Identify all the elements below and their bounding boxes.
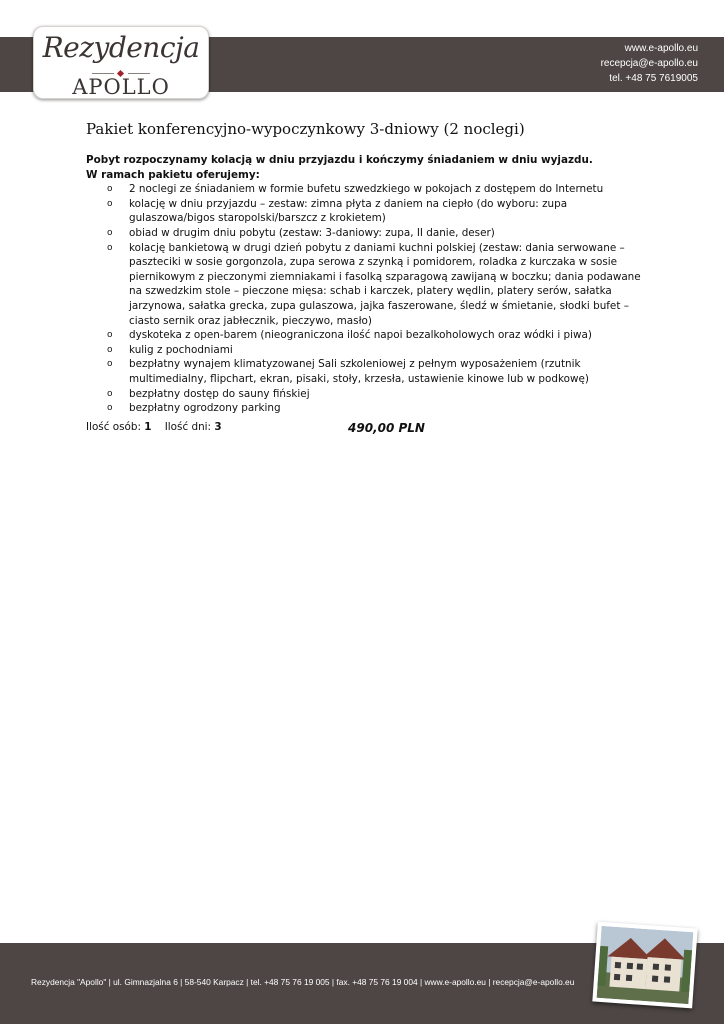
footer-contact-line: Rezydencja "Apollo" | ul. Gimnazjalna 6 | 58-540 Karpacz | tel. +48 75 76 19 005 | fax. +48 75 76 19 004 | www.e-apollo.eu | recepcja@e-apollo.eu bbox=[31, 977, 575, 987]
summary-row bbox=[86, 421, 646, 433]
offer-item-text: 2 noclegi ze śniadaniem w formie bufetu szwedzkiego w pokojach z dostępem do Internetu bbox=[129, 183, 604, 196]
offer-list-item bbox=[86, 387, 646, 402]
persons-value: 1 bbox=[144, 421, 152, 433]
bullet-icon: o bbox=[107, 242, 113, 253]
header-contact bbox=[601, 41, 698, 86]
offer-item-text: kulig z pochodniami bbox=[129, 343, 233, 356]
offer-heading: W ramach pakietu oferujemy: bbox=[86, 168, 260, 181]
bullet-icon: o bbox=[107, 184, 113, 195]
price: 490,00 PLN bbox=[348, 421, 425, 435]
logo[interactable] bbox=[33, 26, 209, 99]
offer-item-text: bezpłatny wynajem klimatyzowanej Sali szkoleniowej z pełnym wyposażeniem (rzutnik multimedialny, flipchart, ekran, pisaki, stoły, krzesła, ustawienie kinowe lub w podkowę) bbox=[129, 358, 589, 385]
package-description bbox=[86, 153, 646, 416]
logo-divider-left bbox=[92, 73, 114, 74]
offer-list-item bbox=[86, 226, 646, 241]
building-photo bbox=[592, 922, 697, 1009]
days-value: 3 bbox=[214, 421, 222, 433]
offer-list-item bbox=[86, 328, 646, 343]
bullet-icon: o bbox=[107, 227, 113, 238]
bullet-icon: o bbox=[107, 403, 113, 414]
bullet-icon: o bbox=[107, 388, 113, 399]
persons-label: Ilość osób: bbox=[86, 421, 141, 433]
header-email-link[interactable]: recepcja@e-apollo.eu bbox=[600, 58, 698, 69]
logo-caps-text: APOLLO bbox=[72, 75, 170, 99]
offer-list bbox=[86, 182, 646, 416]
header-website-link[interactable]: www.e-apollo.eu bbox=[624, 43, 698, 54]
offer-list-item bbox=[86, 182, 646, 197]
offer-list-item bbox=[86, 241, 646, 329]
offer-item-text: bezpłatny dostęp do sauny fińskiej bbox=[129, 387, 310, 400]
bullet-icon: o bbox=[107, 344, 113, 355]
page-title: Pakiet konferencyjno-wypoczynkowy 3-dniowy (2 noclegi) bbox=[86, 120, 525, 138]
offer-list-item bbox=[86, 401, 646, 416]
header-phone: tel. +48 75 7619005 bbox=[609, 73, 698, 84]
logo-script-text: Rezydencja bbox=[42, 31, 200, 64]
days-label: Ilość dni: bbox=[164, 421, 212, 433]
offer-item-text: kolację bankietową w drugi dzień pobytu z daniami kuchni polskiej (zestaw: dania serwowane – paszteciki w sosie gorgonzola, zupa serowa z szynką i pomidorem, roladka z kurczaka w sosie piernikowym z pieczonymi ziemniakami i fasolką szparagową zawijaną w boczku; dania podawane na szwedzkim stole – pieczone mięsa: schab i karczek, platery wędlin, platery serów, sałatka jarzynowa, sałatka grecka, zupa gulaszowa, jajka faszerowane, śledź w śmietanie, słodki bufet – ciasto sernik oraz jabłecznik, pieczywo, masło) bbox=[129, 241, 641, 327]
offer-item-text: kolację w dniu przyjazdu – zestaw: zimna płyta z daniem na ciepło (do wyboru: zupa gulaszowa/bigos staropolski/barszcz z krokietem) bbox=[129, 197, 568, 225]
logo-divider-right bbox=[128, 73, 150, 74]
bullet-icon: o bbox=[107, 330, 113, 341]
offer-item-text: bezpłatny ogrodzony parking bbox=[129, 402, 281, 415]
offer-item-text: obiad w drugim dniu pobytu (zestaw: 3-daniowy: zupa, II danie, deser) bbox=[129, 226, 495, 239]
offer-list-item bbox=[86, 357, 646, 386]
offer-list-item bbox=[86, 197, 646, 226]
offer-list-item bbox=[86, 343, 646, 358]
offer-item-text: dyskoteka z open-barem (nieograniczona ilość napoi bezalkoholowych oraz wódki i piwa) bbox=[129, 329, 592, 342]
building-illustration-icon bbox=[597, 926, 694, 1004]
bullet-icon: o bbox=[107, 198, 113, 209]
bullet-icon: o bbox=[107, 359, 113, 370]
intro-text: Pobyt rozpoczynamy kolacją w dniu przyjazdu i kończymy śniadaniem w dniu wyjazdu. bbox=[86, 154, 593, 166]
